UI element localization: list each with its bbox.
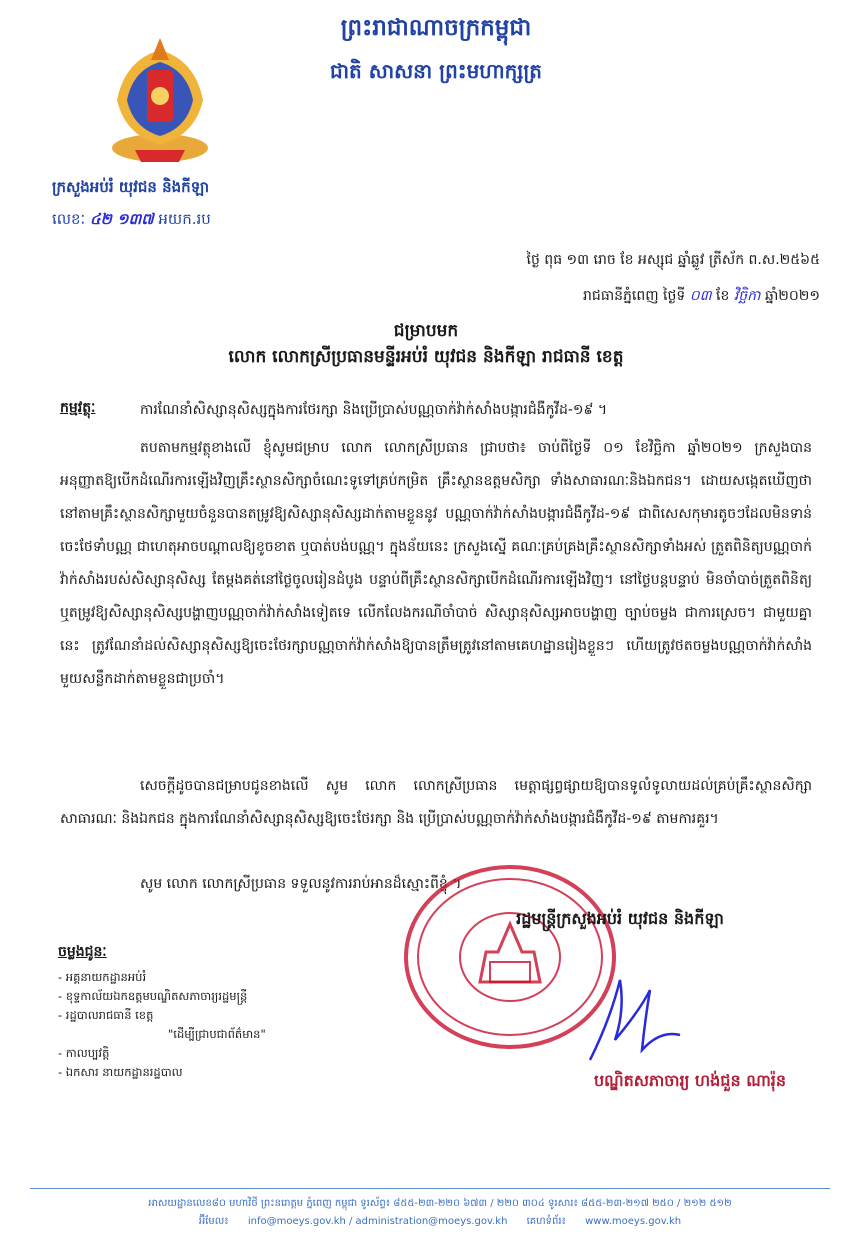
salutation-title: ជម្រាបមក bbox=[393, 321, 459, 341]
cc-label: ចម្លងជូនៈ bbox=[58, 944, 107, 960]
signatory-title: រដ្ឋមន្ត្រីក្រសួងអប់រំ យុវជន និងកីឡា bbox=[516, 909, 724, 928]
addressee: លោក លោកស្រីប្រធានមន្ទីរអប់រំ យុវជន និងកីឡា រាជធានី ខេត្ត bbox=[228, 347, 624, 367]
list-item: - ខុទ្ទកាល័យឯកឧត្តមបណ្ឌិតសភាចារ្យរដ្ឋមន្ត្រី bbox=[58, 989, 248, 1003]
ministry-name: ក្រសួងអប់រំ យុវជន និងកីឡា bbox=[52, 178, 210, 196]
reference-number bbox=[52, 210, 211, 232]
subject-text: ការណែនាំសិស្សានុសិស្សក្នុងការថែរក្សា និងប្រើប្រាស់បណ្ណចាក់វ៉ាក់សាំងបង្ការជំងឺកូវីដ-១៩ ។ bbox=[140, 402, 608, 418]
solar-date-month-prefix: ខែ bbox=[716, 288, 730, 304]
footer-email-label: អ៊ីមែល៖ bbox=[198, 1216, 229, 1227]
footer-email[interactable]: info@moeys.gov.kh / administration@moeys.gov.kh bbox=[247, 1216, 508, 1227]
list-item: - អគ្គនាយកដ្ឋានអប់រំ bbox=[58, 970, 147, 984]
footer-contacts bbox=[60, 1214, 820, 1229]
solar-date bbox=[320, 286, 820, 307]
motto-header: ជាតិ សាសនា ព្រះមហាក្សត្រ bbox=[330, 59, 542, 83]
reference-handwritten-number: ៤២ ១៣៧ bbox=[89, 210, 154, 228]
reference-label: លេខៈ bbox=[52, 210, 86, 228]
body-paragraph-1: តបតាមកម្មវត្ថុខាងលើ ខ្ញុំសូមជម្រាប លោក លោកស្រីប្រធាន ជ្រាបថា៖ ចាប់ពីថ្ងៃទី ០១ ខែវិច្ឆិកា ឆ្នាំ២០២១ ក្រសួងបានអនុញ្ញាតឱ្យបើកដំណើរការឡើងវិញគ្រឹះស្ថានសិក្សាចំណេះទូទៅគ្រប់កម្រិត គ្រឹះស្ថានឧត្តមសិក្សា ទាំងសាធារណៈនិងឯកជន។ ដោយសង្កេតឃើញថា នៅតាមគ្រឹះស្ថានសិក្សាមួយចំនួនបានតម្រូវឱ្យសិស្សានុសិស្សដាក់តាមខ្លួននូវ បណ្ណចាក់វ៉ាក់សាំងបង្ការជំងឺកូវីដ-១៩ ជាពិសេសកុមារតូចៗដែលមិនទាន់ចេះថែទាំបណ្ណ ជាហេតុអាចបណ្ដាលឱ្យខូចខាត ឬបាត់បង់បណ្ណ។ ក្នុងន័យនេះ ក្រសួងស្នើ គណៈគ្រប់គ្រងគ្រឹះស្ថានសិក្សាទាំងអស់ ត្រួតពិនិត្យបណ្ណចាក់វ៉ាក់សាំងរបស់សិស្សានុសិស្ស តែម្ដងគត់នៅថ្ងៃចូលរៀនដំបូង បន្ទាប់ពីគ្រឹះស្ថានសិក្សាបើកដំណើរការឡើងវិញ។ នៅថ្ងៃបន្តបន្ទាប់ មិនចាំបាច់ត្រួតពិនិត្យ ឬតម្រូវឱ្យសិស្សានុសិស្សបង្ហាញបណ្ណចាក់វ៉ាក់សាំងទៀតទេ លើកលែងករណីចាំបាច់ សិស្សានុសិស្សអាចបង្ហាញ ច្បាប់ចម្លង ជាការស្រេច។ ជាមួយគ្នានេះ ត្រូវណែនាំដល់សិស្សានុសិស្សឱ្យចេះថែរក្សាបណ្ណចាក់វ៉ាក់សាំងឱ្យបានត្រឹមត្រូវនៅតាមគេហដ្ឋានរៀងខ្លួនៗ ហើយត្រូវថតចម្លងបណ្ណចាក់វ៉ាក់សាំងមួយសន្លឹកដាក់តាមខ្លួនជាប្រចាំ។ bbox=[60, 440, 812, 687]
footer-web-label: គេហទំព័រ៖ bbox=[526, 1216, 566, 1227]
ministry-emblem-icon bbox=[105, 30, 215, 170]
body-paragraph-2: សេចក្ដីដូចបានជម្រាបជូនខាងលើ សូម លោក លោកស្រីប្រធាន មេត្តាផ្សព្វផ្សាយឱ្យបានទូលំទូលាយដល់គ្រប់គ្រឹះស្ថានសិក្សាសាធារណៈ និងឯកជន ក្នុងការណែនាំសិស្សានុសិស្សឱ្យចេះថែរក្សា និង ប្រើប្រាស់បណ្ណចាក់វ៉ាក់សាំងបង្ការជំងឺកូវីដ-១៩ តាមការគួរ។ bbox=[60, 778, 812, 827]
footer-website-link[interactable]: www.moeys.gov.kh bbox=[585, 1216, 682, 1227]
solar-date-month: វិច្ឆិកា bbox=[733, 288, 761, 304]
kingdom-header: ព្រះរាជាណាចក្រកម្ពុជា bbox=[340, 15, 532, 41]
lunar-date: ថ្ងៃ ពុធ ១៣ រោច ខែ អស្សុជ ឆ្នាំឆ្លូវ ត្រីស័ក ព.ស.២៥៦៥ bbox=[526, 252, 820, 268]
reference-suffix: អយក.រប bbox=[158, 210, 211, 228]
cc-list bbox=[58, 968, 266, 1082]
solar-date-year: ឆ្នាំ២០២១ bbox=[764, 288, 820, 304]
list-item: "ដើម្បីជ្រាបជាព័ត៌មាន" bbox=[168, 1027, 266, 1041]
solar-date-prefix: រាជធានីភ្នំពេញ ថ្ងៃទី bbox=[583, 288, 686, 304]
signature-icon bbox=[580, 960, 690, 1070]
signatory-name: បណ្ឌិតសភាចារ្យ ហង់ជួន ណារ៉ុន bbox=[593, 1071, 787, 1090]
closing-paragraph: សូម លោក លោកស្រីប្រធាន ទទួលនូវការរាប់អានដ៏ស្មោះពីខ្ញុំ ។ bbox=[140, 876, 462, 892]
list-item: - ឯកសារ នាយកដ្ឋានរដ្ឋបាល bbox=[58, 1065, 183, 1079]
solar-date-day: ០៣ bbox=[689, 288, 712, 304]
footer-address: អាសយដ្ឋានលេខ៨០ មហាវិថី ព្រះនរោត្តម ភ្នំពេញ កម្ពុជា ទូរស័ព្ទ៖ ៨៥៥-២៣-២២០ ៦៧៣ / ២២០ ៣០៤ ទូរសារ៖ ៨៥៥-២៣-២១៧ ២៥០ / ២១២ ៥១២ bbox=[148, 1198, 732, 1209]
subject-label: កម្មវត្ថុៈ bbox=[60, 400, 96, 416]
list-item: - កាលប្បវត្តិ bbox=[58, 1046, 110, 1060]
list-item: - រដ្ឋបាលរាជធានី ខេត្ត bbox=[58, 1008, 154, 1022]
footer-divider bbox=[30, 1188, 830, 1189]
